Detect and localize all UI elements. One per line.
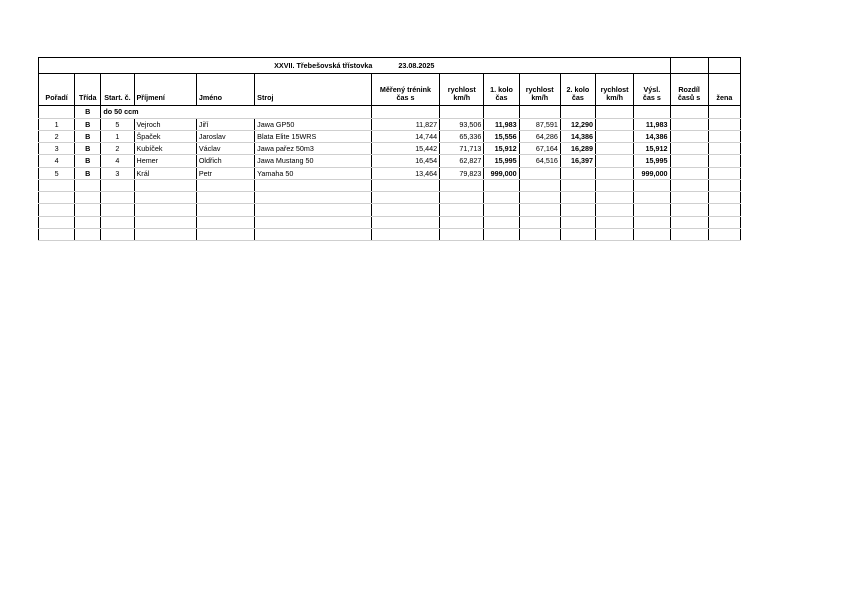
cell-zena (708, 155, 740, 167)
empty-cell (134, 216, 196, 228)
page-title: XXVII. Třebešovská třístovka (274, 60, 373, 70)
empty-cell (634, 192, 670, 204)
empty-cell (708, 228, 740, 240)
table-row (39, 118, 741, 130)
empty-cell (596, 192, 634, 204)
cell-zena (708, 143, 740, 155)
empty-cell (196, 192, 254, 204)
cell-jmeno: Jaroslav (196, 130, 254, 142)
empty-cell (371, 228, 439, 240)
empty-cell (670, 192, 708, 204)
cell-trida: B (75, 130, 101, 142)
cell-rychlost-2: 64,516 (519, 155, 560, 167)
empty-cell (670, 216, 708, 228)
cell-zena (708, 118, 740, 130)
cell-rychlost-2 (519, 167, 560, 179)
cell-vysledny-cas: 14,386 (634, 130, 670, 142)
header-zena: žena (708, 74, 740, 106)
class-group-row (39, 106, 741, 119)
empty-cell (670, 228, 708, 240)
cell-rychlost-1: 93,506 (440, 118, 484, 130)
cell-rozdil (670, 118, 708, 130)
cell-kolo-1: 11,983 (484, 118, 519, 130)
cell-rozdil (670, 130, 708, 142)
cell-kolo-1: 15,912 (484, 143, 519, 155)
cell-prijmeni: Vejroch (134, 118, 196, 130)
cell-trida: B (75, 143, 101, 155)
empty-cell (560, 192, 595, 204)
header-rychlost-2: rychlost km/h (519, 74, 560, 106)
empty-cell (440, 216, 484, 228)
empty-cell (708, 216, 740, 228)
cell-stroj: Jawa pařez 50m3 (255, 143, 372, 155)
empty-cell (75, 179, 101, 191)
empty-cell (670, 204, 708, 216)
cell-rychlost-2: 87,591 (519, 118, 560, 130)
title-spacer (670, 58, 708, 74)
empty-cell (371, 179, 439, 191)
cell-start: 2 (101, 143, 134, 155)
cell-vysledny-cas: 999,000 (634, 167, 670, 179)
header-start: Start. č. (101, 74, 134, 106)
cell-rozdil (670, 167, 708, 179)
cell-rychlost-1: 65,336 (440, 130, 484, 142)
empty-cell (75, 216, 101, 228)
empty-cell (634, 179, 670, 191)
title-cell (39, 58, 671, 74)
empty-cell (196, 179, 254, 191)
header-rychlost-1: rychlost km/h (440, 74, 484, 106)
header-stroj: Stroj (255, 74, 372, 106)
empty-cell (519, 179, 560, 191)
header-trenink: Měřený trénink čas s (371, 74, 439, 106)
cell-rychlost-3 (596, 155, 634, 167)
empty-row (39, 179, 741, 191)
results-body (39, 118, 741, 240)
cell-vysledny-cas: 15,912 (634, 143, 670, 155)
empty-cell (255, 216, 372, 228)
empty-cell (440, 192, 484, 204)
cell-prijmeni: Hemer (134, 155, 196, 167)
results-table (38, 57, 741, 241)
cell-rychlost-2: 67,164 (519, 143, 560, 155)
empty-cell (101, 228, 134, 240)
empty-cell (634, 216, 670, 228)
empty-cell (484, 216, 519, 228)
empty-cell (134, 179, 196, 191)
empty-cell (560, 204, 595, 216)
empty-cell (519, 204, 560, 216)
empty-cell (560, 216, 595, 228)
cell-stroj: Blata Elite 15WRS (255, 130, 372, 142)
header-vysledny-cas: Výsl. čas s (634, 74, 670, 106)
empty-cell (255, 228, 372, 240)
cell-kolo-2: 16,289 (560, 143, 595, 155)
empty-cell (101, 204, 134, 216)
header-poradi: Pořadí (39, 74, 75, 106)
empty-cell (371, 216, 439, 228)
empty-cell (196, 204, 254, 216)
cell-rychlost-2: 64,286 (519, 130, 560, 142)
cell-start: 4 (101, 155, 134, 167)
cell-rychlost-1: 62,827 (440, 155, 484, 167)
empty-cell (39, 179, 75, 191)
cell-start: 3 (101, 167, 134, 179)
empty-cell (39, 228, 75, 240)
cell-vysledny-cas: 11,983 (634, 118, 670, 130)
cell-jmeno: Oldřich (196, 155, 254, 167)
empty-cell (484, 228, 519, 240)
header-rozdil: Rozdíl časů s (670, 74, 708, 106)
empty-cell (134, 204, 196, 216)
empty-cell (596, 228, 634, 240)
empty-cell (670, 179, 708, 191)
cell-prijmeni: Kubíček (134, 143, 196, 155)
empty-cell (519, 192, 560, 204)
cell-trida: B (75, 155, 101, 167)
empty-cell (708, 192, 740, 204)
empty-cell (440, 228, 484, 240)
cell-kolo-1: 999,000 (484, 167, 519, 179)
empty-cell (101, 216, 134, 228)
empty-row (39, 192, 741, 204)
empty-cell (255, 204, 372, 216)
cell-vysledny-cas: 15,995 (634, 155, 670, 167)
header-jmeno: Jméno (196, 74, 254, 106)
cell-jmeno: Petr (196, 167, 254, 179)
empty-cell (101, 192, 134, 204)
title-row (39, 58, 741, 74)
cell-poradi: 2 (39, 130, 75, 142)
cell-rychlost-3 (596, 118, 634, 130)
header-row (39, 74, 741, 106)
cell-start: 1 (101, 130, 134, 142)
cell-trenink: 11,827 (371, 118, 439, 130)
event-date: 23.08.2025 (398, 60, 435, 70)
empty-cell (39, 204, 75, 216)
cell-rozdil (670, 155, 708, 167)
empty-cell (634, 228, 670, 240)
cell-start: 5 (101, 118, 134, 130)
cell-zena (708, 130, 740, 142)
cell-kolo-2: 16,397 (560, 155, 595, 167)
empty-row (39, 216, 741, 228)
class-group-code: B (75, 106, 101, 119)
empty-cell (101, 179, 134, 191)
cell-kolo-2: 12,290 (560, 118, 595, 130)
table-row (39, 155, 741, 167)
empty-cell (196, 216, 254, 228)
cell-poradi: 3 (39, 143, 75, 155)
cell-trenink: 14,744 (371, 130, 439, 142)
empty-cell (560, 179, 595, 191)
empty-cell (596, 179, 634, 191)
header-kolo-2: 2. kolo čas (560, 74, 595, 106)
empty-cell (39, 216, 75, 228)
cell-stroj: Jawa Mustang 50 (255, 155, 372, 167)
cell-trenink: 16,454 (371, 155, 439, 167)
empty-cell (75, 192, 101, 204)
cell-kolo-2 (560, 167, 595, 179)
title-spacer (708, 58, 740, 74)
empty-cell (255, 179, 372, 191)
cell-trida: B (75, 118, 101, 130)
empty-cell (519, 228, 560, 240)
table-row (39, 167, 741, 179)
cell-stroj: Jawa GP50 (255, 118, 372, 130)
cell-poradi: 5 (39, 167, 75, 179)
cell-trida: B (75, 167, 101, 179)
cell-prijmeni: Král (134, 167, 196, 179)
empty-cell (519, 216, 560, 228)
empty-cell (560, 228, 595, 240)
header-rychlost-3: rychlost km/h (596, 74, 634, 106)
cell-stroj: Yamaha 50 (255, 167, 372, 179)
cell-rychlost-3 (596, 167, 634, 179)
empty-cell (39, 192, 75, 204)
cell-rychlost-3 (596, 143, 634, 155)
empty-cell (371, 204, 439, 216)
cell-rychlost-3 (596, 130, 634, 142)
empty-cell (634, 204, 670, 216)
cell-kolo-1: 15,556 (484, 130, 519, 142)
class-group-label: do 50 ccm (101, 106, 371, 119)
header-trida: Třída (75, 74, 101, 106)
empty-cell (484, 192, 519, 204)
empty-row (39, 228, 741, 240)
cell-trenink: 15,442 (371, 143, 439, 155)
table-row (39, 130, 741, 142)
cell-kolo-2: 14,386 (560, 130, 595, 142)
empty-cell (484, 179, 519, 191)
cell-poradi: 1 (39, 118, 75, 130)
cell-zena (708, 167, 740, 179)
cell-rychlost-1: 71,713 (440, 143, 484, 155)
empty-cell (255, 192, 372, 204)
table-row (39, 143, 741, 155)
empty-cell (708, 179, 740, 191)
empty-row (39, 204, 741, 216)
cell-jmeno: Jiří (196, 118, 254, 130)
cell-jmeno: Václav (196, 143, 254, 155)
empty-cell (596, 216, 634, 228)
empty-cell (484, 204, 519, 216)
empty-cell (708, 204, 740, 216)
header-kolo-1: 1. kolo čas (484, 74, 519, 106)
empty-cell (440, 204, 484, 216)
empty-cell (371, 192, 439, 204)
header-prijmeni: Příjmení (134, 74, 196, 106)
cell-kolo-1: 15,995 (484, 155, 519, 167)
empty-cell (196, 228, 254, 240)
cell-poradi: 4 (39, 155, 75, 167)
cell-prijmeni: Špaček (134, 130, 196, 142)
empty-cell (596, 204, 634, 216)
empty-cell (75, 204, 101, 216)
empty-cell (75, 228, 101, 240)
empty-cell (134, 192, 196, 204)
empty-cell (134, 228, 196, 240)
cell-rozdil (670, 143, 708, 155)
cell-rychlost-1: 79,823 (440, 167, 484, 179)
empty-cell (440, 179, 484, 191)
cell-trenink: 13,464 (371, 167, 439, 179)
